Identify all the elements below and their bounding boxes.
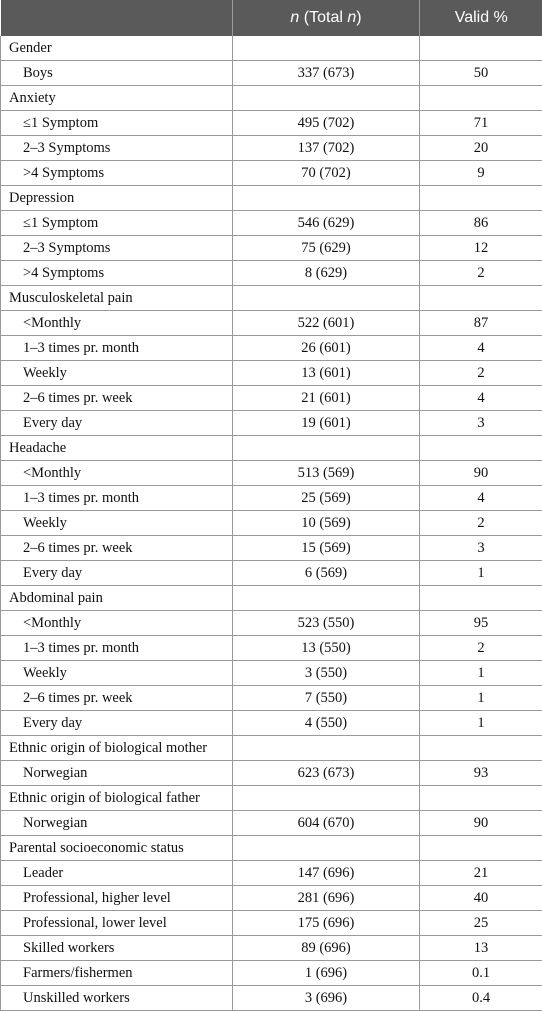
row-valid-percent: 4 [420,386,542,411]
section-title: Musculoskeletal pain [1,286,233,311]
row-n-value: 75 (629) [233,236,420,261]
row-n-value: 4 (550) [233,711,420,736]
table-row [1,861,542,886]
row-label: Professional, lower level [1,911,233,936]
table-row [1,386,542,411]
row-n-value: 15 (569) [233,536,420,561]
row-n-value: 523 (550) [233,611,420,636]
section-empty-cell [420,436,542,461]
row-label: Leader [1,861,233,886]
table-row [1,536,542,561]
row-n-value: 513 (569) [233,461,420,486]
row-valid-percent: 71 [420,111,542,136]
row-valid-percent: 12 [420,236,542,261]
table-row [1,411,542,436]
row-n-value: 13 (550) [233,636,420,661]
row-label: >4 Symptoms [1,261,233,286]
row-valid-percent: 95 [420,611,542,636]
header-row [1,0,542,36]
row-valid-percent: 2 [420,261,542,286]
section-title: Anxiety [1,86,233,111]
table-row [1,911,542,936]
row-valid-percent: 9 [420,161,542,186]
row-n-value: 70 (702) [233,161,420,186]
table-row [1,561,542,586]
table-row [1,236,542,261]
row-valid-percent: 4 [420,336,542,361]
row-label: Every day [1,561,233,586]
header-n-total [233,0,420,36]
row-label: Weekly [1,361,233,386]
row-valid-percent: 1 [420,686,542,711]
row-valid-percent: 90 [420,811,542,836]
row-label: Farmers/fishermen [1,961,233,986]
row-valid-percent: 20 [420,136,542,161]
section-empty-cell [420,86,542,111]
row-valid-percent: 3 [420,536,542,561]
row-valid-percent: 25 [420,911,542,936]
row-n-value: 3 (550) [233,661,420,686]
section-header-row [1,36,542,61]
section-title: Ethnic origin of biological mother [1,736,233,761]
section-header-row [1,286,542,311]
section-title: Ethnic origin of biological father [1,786,233,811]
table-row [1,986,542,1011]
row-label: ≤1 Symptom [1,111,233,136]
section-empty-cell [233,836,420,861]
section-header-row [1,836,542,861]
table-row [1,761,542,786]
section-title: Gender [1,36,233,61]
row-label: <Monthly [1,611,233,636]
table-row [1,511,542,536]
row-valid-percent: 1 [420,711,542,736]
section-header-row [1,436,542,461]
section-empty-cell [420,586,542,611]
row-valid-percent: 90 [420,461,542,486]
row-label: Professional, higher level [1,886,233,911]
row-n-value: 281 (696) [233,886,420,911]
section-empty-cell [233,286,420,311]
row-n-value: 25 (569) [233,486,420,511]
row-n-value: 19 (601) [233,411,420,436]
row-n-value: 147 (696) [233,861,420,886]
row-valid-percent: 2 [420,361,542,386]
table-row [1,961,542,986]
table-row [1,336,542,361]
table-row [1,111,542,136]
table-row [1,886,542,911]
row-n-value: 8 (629) [233,261,420,286]
header-valid-percent: Valid % [420,0,542,36]
section-empty-cell [420,736,542,761]
table-row [1,486,542,511]
row-n-value: 337 (673) [233,61,420,86]
header-n-italic: n [290,9,299,26]
section-empty-cell [233,786,420,811]
row-label: 2–6 times pr. week [1,386,233,411]
table-row [1,161,542,186]
table-row [1,936,542,961]
row-label: Norwegian [1,811,233,836]
row-valid-percent: 1 [420,561,542,586]
row-n-value: 13 (601) [233,361,420,386]
header-blank-cell [1,0,233,36]
row-label: 1–3 times pr. month [1,636,233,661]
section-empty-cell [233,736,420,761]
row-label: ≤1 Symptom [1,211,233,236]
row-label: Unskilled workers [1,986,233,1011]
row-label: 2–3 Symptoms [1,236,233,261]
row-valid-percent: 2 [420,636,542,661]
section-title: Depression [1,186,233,211]
row-valid-percent: 2 [420,511,542,536]
section-empty-cell [420,286,542,311]
row-label: Skilled workers [1,936,233,961]
row-label: Every day [1,411,233,436]
row-label: <Monthly [1,461,233,486]
table-header [1,0,542,36]
row-n-value: 89 (696) [233,936,420,961]
table-row [1,61,542,86]
table-row [1,311,542,336]
row-label: 2–3 Symptoms [1,136,233,161]
row-valid-percent: 21 [420,861,542,886]
header-total-italic: n [347,9,356,26]
section-empty-cell [420,786,542,811]
table-row [1,611,542,636]
row-n-value: 26 (601) [233,336,420,361]
table-row [1,361,542,386]
row-label: <Monthly [1,311,233,336]
section-title: Parental socioeconomic status [1,836,233,861]
table-row [1,686,542,711]
row-n-value: 21 (601) [233,386,420,411]
row-n-value: 10 (569) [233,511,420,536]
header-n-end: ) [356,9,361,26]
section-empty-cell [233,36,420,61]
section-title: Headache [1,436,233,461]
section-empty-cell [233,86,420,111]
table-row [1,136,542,161]
row-label: Norwegian [1,761,233,786]
section-empty-cell [420,36,542,61]
row-valid-percent: 93 [420,761,542,786]
row-n-value: 604 (670) [233,811,420,836]
section-header-row [1,586,542,611]
row-label: Boys [1,61,233,86]
row-n-value: 546 (629) [233,211,420,236]
section-empty-cell [420,836,542,861]
row-n-value: 6 (569) [233,561,420,586]
row-label: 1–3 times pr. month [1,336,233,361]
table-row [1,461,542,486]
row-n-value: 3 (696) [233,986,420,1011]
section-empty-cell [233,186,420,211]
section-empty-cell [420,186,542,211]
row-n-value: 175 (696) [233,911,420,936]
row-n-value: 1 (696) [233,961,420,986]
row-valid-percent: 87 [420,311,542,336]
row-n-value: 137 (702) [233,136,420,161]
row-n-value: 495 (702) [233,111,420,136]
table-row [1,811,542,836]
row-n-value: 522 (601) [233,311,420,336]
row-n-value: 7 (550) [233,686,420,711]
section-header-row [1,786,542,811]
section-header-row [1,186,542,211]
row-valid-percent: 3 [420,411,542,436]
row-label: Every day [1,711,233,736]
table-row [1,211,542,236]
row-label: >4 Symptoms [1,161,233,186]
row-valid-percent: 0.1 [420,961,542,986]
row-n-value: 623 (673) [233,761,420,786]
row-valid-percent: 1 [420,661,542,686]
row-valid-percent: 4 [420,486,542,511]
section-empty-cell [233,586,420,611]
header-n-mid: (Total [299,9,347,26]
row-label: Weekly [1,511,233,536]
section-empty-cell [233,436,420,461]
section-title: Abdominal pain [1,586,233,611]
row-valid-percent: 13 [420,936,542,961]
row-label: 2–6 times pr. week [1,686,233,711]
table-body [1,36,542,1011]
table-row [1,711,542,736]
row-label: 2–6 times pr. week [1,536,233,561]
row-valid-percent: 50 [420,61,542,86]
section-header-row [1,86,542,111]
table-row [1,636,542,661]
row-valid-percent: 40 [420,886,542,911]
section-header-row [1,736,542,761]
table-row [1,261,542,286]
row-valid-percent: 0.4 [420,986,542,1011]
row-label: Weekly [1,661,233,686]
row-valid-percent: 86 [420,211,542,236]
row-label: 1–3 times pr. month [1,486,233,511]
table-row [1,661,542,686]
